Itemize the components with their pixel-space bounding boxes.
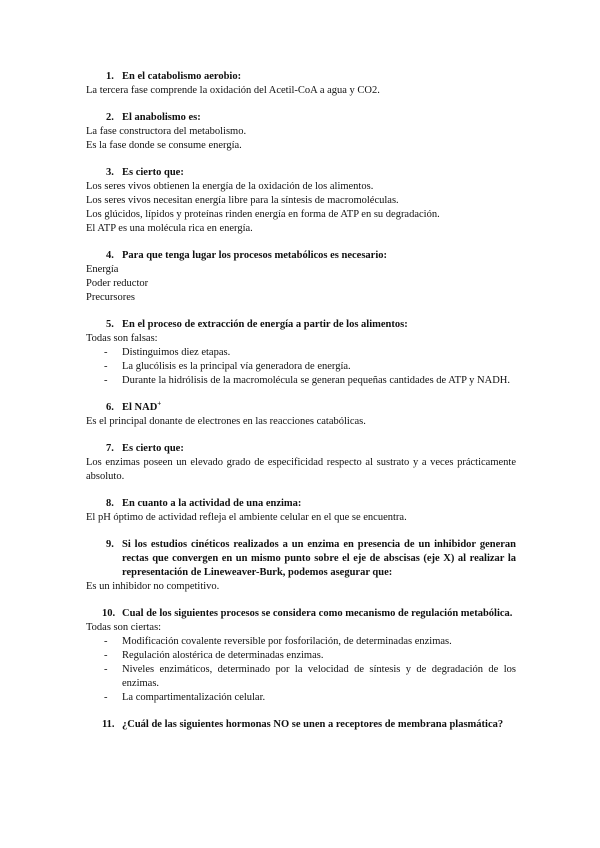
question-5 [86,318,516,388]
list-item [86,374,516,388]
list-item-text: Niveles enzimáticos, determinado por la velocidad de síntesis y de degradación de los enzimas. [122,664,516,689]
question-number: 5. [106,319,114,330]
question-text: En cuanto a la actividad de una enzima: [122,498,302,509]
question-title [86,718,516,732]
list-item-text: La compartimentalización celular. [122,692,266,703]
answer-line: La tercera fase comprende la oxidación del Acetil-CoA a agua y CO2. [86,85,380,96]
list-item [86,346,516,360]
dash-bullet: - [104,361,108,372]
answer-line: Poder reductor [86,278,149,289]
question-2 [86,111,516,153]
superscript: + [157,399,162,408]
question-4 [86,249,516,305]
dash-bullet: - [104,664,108,675]
question-number: 4. [106,250,114,261]
answer-line: Los seres vivos necesitan energía libre para la síntesis de macromoléculas. [86,195,399,206]
list-item-text: Modificación covalente reversible por fosforilación, de determinadas enzimas. [122,636,452,647]
question-7 [86,442,516,484]
question-1 [86,70,516,98]
answer-line: Es la fase donde se consume energía. [86,140,242,151]
answer-line: Los glúcidos, lípidos y proteínas rinden energía en forma de ATP en su degradación. [86,209,440,220]
question-text: El anabolismo es: [122,112,201,123]
question-text-main: El NAD [122,402,158,413]
answer-line: Es el principal donante de electrones en las reacciones catabólicas. [86,416,366,427]
question-title [86,318,516,332]
dash-bullet: - [104,636,108,647]
answer-line: El ATP es una molécula rica en energía. [86,223,253,234]
dash-bullet: - [104,650,108,661]
question-number: 3. [106,167,114,178]
question-title [86,166,516,180]
answer-intro: Todas son ciertas: [86,622,162,633]
dash-bullet: - [104,692,108,703]
question-title [86,442,516,456]
list-item-text: Regulación alostérica de determinadas enzimas. [122,650,324,661]
list-item-text: Durante la hidrólisis de la macromolécula se generan pequeñas cantidades de ATP y NADH. [122,375,510,386]
question-text [122,401,516,415]
list-item [86,360,516,374]
question-10 [86,607,516,705]
question-text: En el catabolismo aerobio: [122,71,242,82]
question-number: 6. [106,402,114,413]
question-title [86,70,516,84]
question-3 [86,166,516,236]
question-number: 10. [102,608,116,619]
document-content [86,70,516,732]
question-text: Cual de los siguientes procesos se considera como mecanismo de regulación metabólica. [122,608,513,619]
question-11 [86,718,516,732]
answer-line: Energía [86,264,119,275]
answer-intro: Todas son falsas: [86,333,158,344]
question-title [86,401,516,415]
answer-line: Es un inhibidor no competitivo. [86,581,220,592]
question-number: 11. [102,719,115,730]
question-text: Si los estudios cinéticos realizados a un enzima en presencia de un inhibidor generan rectas que convergen en un mismo punto sobre el eje de abscisas (eje X) al realizar la representación de Lineweaver-Burk, podemos asegurar que: [122,539,516,578]
question-title [86,538,516,580]
answer-line: Los enzimas poseen un elevado grado de especificidad respecto al sustrato y a veces prácticamente absoluto. [86,457,516,482]
question-text: Para que tenga lugar los procesos metabólicos es necesario: [122,250,387,261]
question-title [86,111,516,125]
answer-list [86,346,516,388]
question-8 [86,497,516,525]
question-text: Es cierto que: [122,167,184,178]
answer-line: Los seres vivos obtienen la energía de la oxidación de los alimentos. [86,181,374,192]
dash-bullet: - [104,375,108,386]
answer-list [86,635,516,705]
question-6 [86,401,516,429]
question-number: 2. [106,112,114,123]
answer-line: El pH óptimo de actividad refleja el ambiente celular en el que se encuentra. [86,512,407,523]
question-number: 1. [106,71,114,82]
list-item [86,663,516,691]
question-text: Es cierto que: [122,443,184,454]
list-item-text: Distinguimos diez etapas. [122,347,231,358]
question-text: ¿Cuál de las siguientes hormonas NO se unen a receptores de membrana plasmática? [122,719,504,730]
question-number: 9. [106,539,114,550]
question-number: 8. [106,498,114,509]
dash-bullet: - [104,347,108,358]
list-item-text: La glucólisis es la principal vía generadora de energía. [122,361,351,372]
list-item [86,649,516,663]
question-text: En el proceso de extracción de energía a partir de los alimentos: [122,319,408,330]
question-9 [86,538,516,594]
answer-line: Precursores [86,292,135,303]
question-title [86,497,516,511]
question-title [86,607,516,621]
list-item [86,691,516,705]
question-number: 7. [106,443,114,454]
answer-line: La fase constructora del metabolismo. [86,126,247,137]
list-item [86,635,516,649]
question-title [86,249,516,263]
